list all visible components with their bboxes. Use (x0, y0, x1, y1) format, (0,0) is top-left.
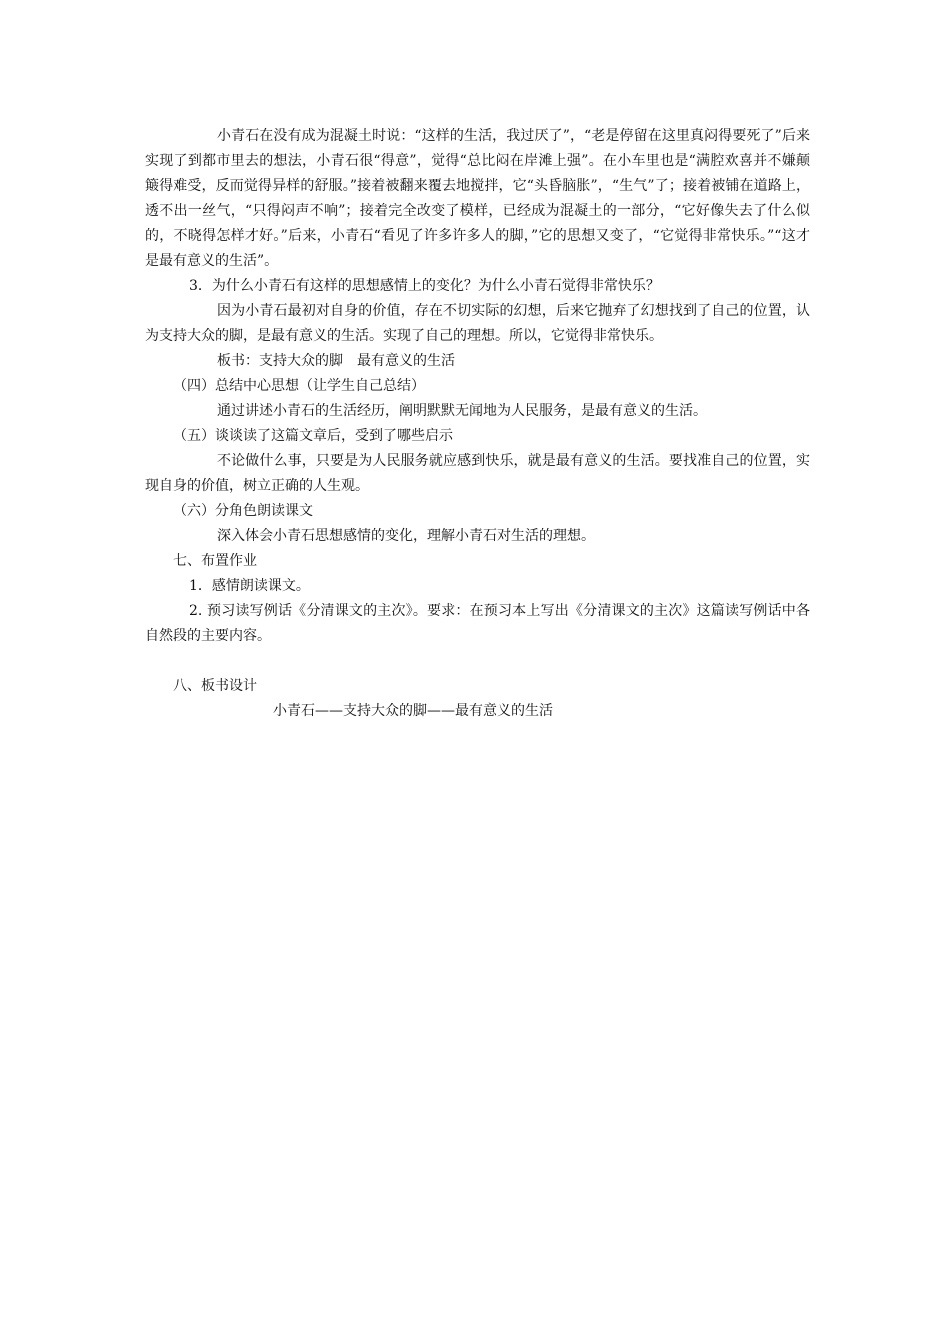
homework-item-2: 2. 预习读写例话《分清课文的主次》。要求：在预习本上写出《分清课文的主次》这篇读写例话中各自然段的主要内容。 (145, 603, 810, 644)
spacer (145, 649, 810, 674)
question-3-answer: 因为小青石最初对自身的价值，存在不切实际的幻想，后来它抛弃了幻想找到了自己的位置，认为支持大众的脚，是最有意义的生活。实现了自己的理想。所以，它觉得非常快乐。 (145, 303, 810, 344)
intro-paragraph: 小青石在没有成为混凝土时说：“这样的生活，我过厌了”，“老是停留在这里真闷得要死了”后来实现了到都市里去的想法，小青石很“得意”，觉得“总比闷在岸滩上强”。在小车里也是“满腔欢喜并不嫌颠簸得难受，反而觉得异样的舒服。”接着被翻来覆去地搅拌，它“头昏脑胀”，“生气”了；接着被铺在道路上，透不出一丝气，“只得闷声不响”；接着完全改变了模样，已经成为混凝土的一部分，“它好像失去了什么似的，不晓得怎样才好。”后来，小青石“看见了许多许多人的脚，”它的思想又变了，“它觉得非常快乐。”“这才是最有意义的生活”。 (145, 128, 810, 269)
section-4-body: 通过讲述小青石的生活经历，阐明默默无闻地为人民服务，是最有意义的生活。 (217, 403, 707, 419)
board-design-line: 小青石——支持大众的脚——最有意义的生活 (273, 703, 553, 719)
section-4-title: （四）总结中心思想（让学生自己总结） (173, 378, 425, 394)
section-6-body: 深入体会小青石思想感情的变化，理解小青石对生活的理想。 (217, 528, 595, 544)
question-3: 3．为什么小青石有这样的思想感情上的变化？为什么小青石觉得非常快乐？ (189, 278, 660, 294)
section-7-title: 七、布置作业 (173, 553, 257, 569)
homework-item-1: 1．感情朗读课文。 (189, 578, 310, 594)
section-6-title: （六）分角色朗读课文 (173, 503, 313, 519)
board-note: 板书：支持大众的脚 最有意义的生活 (217, 353, 455, 369)
document-body (145, 124, 810, 724)
section-8-title: 八、板书设计 (173, 678, 257, 694)
section-5-title: （五）谈谈读了这篇文章后，受到了哪些启示 (173, 428, 453, 444)
section-5-body: 不论做什么事，只要是为人民服务就应感到快乐，就是最有意义的生活。要找准自己的位置，实现自身的价值，树立正确的人生观。 (145, 453, 810, 494)
